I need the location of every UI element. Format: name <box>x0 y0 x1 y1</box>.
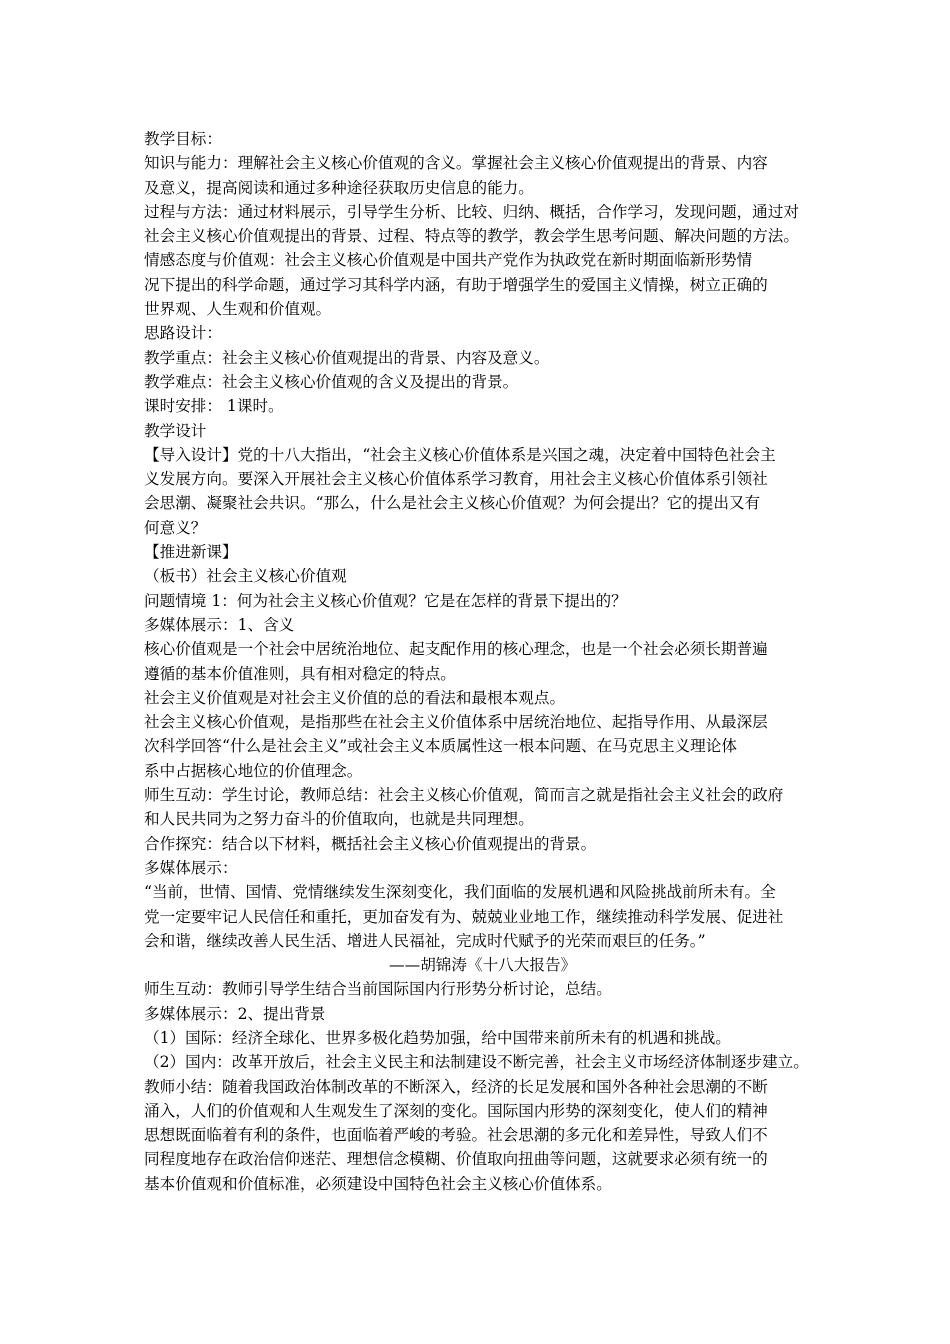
text-line: 多媒体展示：1、含义 <box>144 615 295 634</box>
text-line: 课时安排： 1课时。 <box>144 397 284 416</box>
text-line: 思路设计： <box>144 324 222 343</box>
text-line: （1）国际：经济全球化、世界多极化趋势加强，给中国带来前所未有的机遇和挑战。 <box>144 1028 731 1047</box>
quote-line: “当前，世情、国情、党情继续发生深刻变化，我们面临的发展机遇和风险挑战前所未有。全 <box>144 883 776 902</box>
text-line: 会思潮、凝聚社会共识。“那么，什么是社会主义核心价值观？为何会提出？它的提出又有 <box>144 494 761 513</box>
text-line: 师生互动：学生讨论，教师总结：社会主义核心价值观，简而言之就是指社会主义社会的政府 <box>144 786 784 805</box>
text-line: 况下提出的科学命题，通过学习其科学内涵，有助于增强学生的爱国主义情操，树立正确的 <box>144 275 768 294</box>
text-line: 同程度地存在政治信仰迷茫、理想信念模糊、价值取向扭曲等问题，这就要求必须有统一的 <box>144 1150 768 1169</box>
text-line: （2）国内：改革开放后，社会主义民主和法制建设不断完善，社会主义市场经济体制逐步建立。 <box>144 1053 809 1072</box>
text-line: 涌入，人们的价值观和人生观发生了深刻的变化。国际国内形势的深刻变化，使人们的精神 <box>144 1101 768 1120</box>
text-line: 教学难点：社会主义核心价值观的含义及提出的背景。 <box>144 372 519 391</box>
text-line: 社会主义核心价值观，是指那些在社会主义价值体系中居统治地位、起指导作用、从最深层 <box>144 713 768 732</box>
text-line: 多媒体展示： <box>144 858 238 877</box>
text-line: 师生互动：教师引导学生结合当前国际国内行形势分析讨论，总结。 <box>144 980 612 999</box>
document-page <box>144 127 824 1196</box>
text-line: 次科学回答“什么是社会主义”或社会主义本质属性这一根本问题、在马克思主义理论体 <box>144 737 737 756</box>
text-line: 情感态度与价值观：社会主义核心价值观是中国共产党作为执政党在新时期面临新形势情 <box>144 251 753 270</box>
text-line: 【推进新课】 <box>144 543 238 562</box>
text-line: 社会主义价值观是对社会主义价值的总的看法和最根本观点。 <box>144 688 566 707</box>
text-line: 及意义，提高阅读和通过多种途径获取历史信息的能力。 <box>144 178 534 197</box>
text-line: 教师小结：随着我国政治体制改革的不断深入，经济的长足发展和国外各种社会思潮的不断 <box>144 1077 768 1096</box>
text-line: （板书）社会主义核心价值观 <box>144 567 347 586</box>
quote-line: 党一定要牢记人民信任和重托，更加奋发有为、兢兢业业地工作，继续推动科学发展、促进社 <box>144 907 784 926</box>
text-line: 问题情境 1：何为社会主义核心价值观？它是在怎样的背景下提出的？ <box>144 591 627 610</box>
text-line: 系中占据核心地位的价值理念。 <box>144 761 363 780</box>
text-line: 社会主义核心价值观提出的背景、过程、特点等的教学，教会学生思考问题、解决问题的方法。 <box>144 227 799 246</box>
text-line: 义发展方向。要深入开展社会主义核心价值体系学习教育，用社会主义核心价值体系引领社 <box>144 470 768 489</box>
text-line: 和人民共同为之努力奋斗的价值取向，也就是共同理想。 <box>144 810 534 829</box>
text-line: 教学目标： <box>144 130 222 148</box>
text-line: 教学重点：社会主义核心价值观提出的背景、内容及意义。 <box>144 348 550 367</box>
text-line: 教学设计 <box>144 421 207 440</box>
text-line: 核心价值观是一个社会中居统治地位、起支配作用的核心理念，也是一个社会必须长期普遍 <box>144 640 768 659</box>
text-line: 何意义？ <box>144 518 207 537</box>
quote-line: 会和谐，继续改善人民生活、增进人民福祉，完成时代赋予的光荣而艰巨的任务。” <box>144 931 706 950</box>
text-line: 【导入设计】党的十八大指出，“社会主义核心价值体系是兴国之魂，决定着中国特色社会主 <box>144 445 776 464</box>
text-line: 知识与能力：理解社会主义核心价值观的含义。掌握社会主义核心价值观提出的背景、内容 <box>144 154 768 173</box>
text-line: 遵循的基本价值准则，具有相对稳定的特点。 <box>144 664 456 683</box>
text-line: 过程与方法：通过材料展示，引导学生分析、比较、归纳、概括，合作学习，发现问题，通过对 <box>144 202 799 221</box>
text-line: 合作探究：结合以下材料，概括社会主义核心价值观提出的背景。 <box>144 834 597 853</box>
text-line: 多媒体展示：2、提出背景 <box>144 1004 326 1023</box>
text-line: 基本价值观和价值标准，必须建设中国特色社会主义核心价值体系。 <box>144 1174 612 1193</box>
quote-attribution: ——胡锦涛《十八大报告》 <box>389 956 577 975</box>
text-line: 思想既面临着有利的条件，也面临着严峻的考验。社会思潮的多元化和差异性，导致人们不 <box>144 1126 768 1145</box>
text-line: 世界观、人生观和价值观。 <box>144 300 332 319</box>
